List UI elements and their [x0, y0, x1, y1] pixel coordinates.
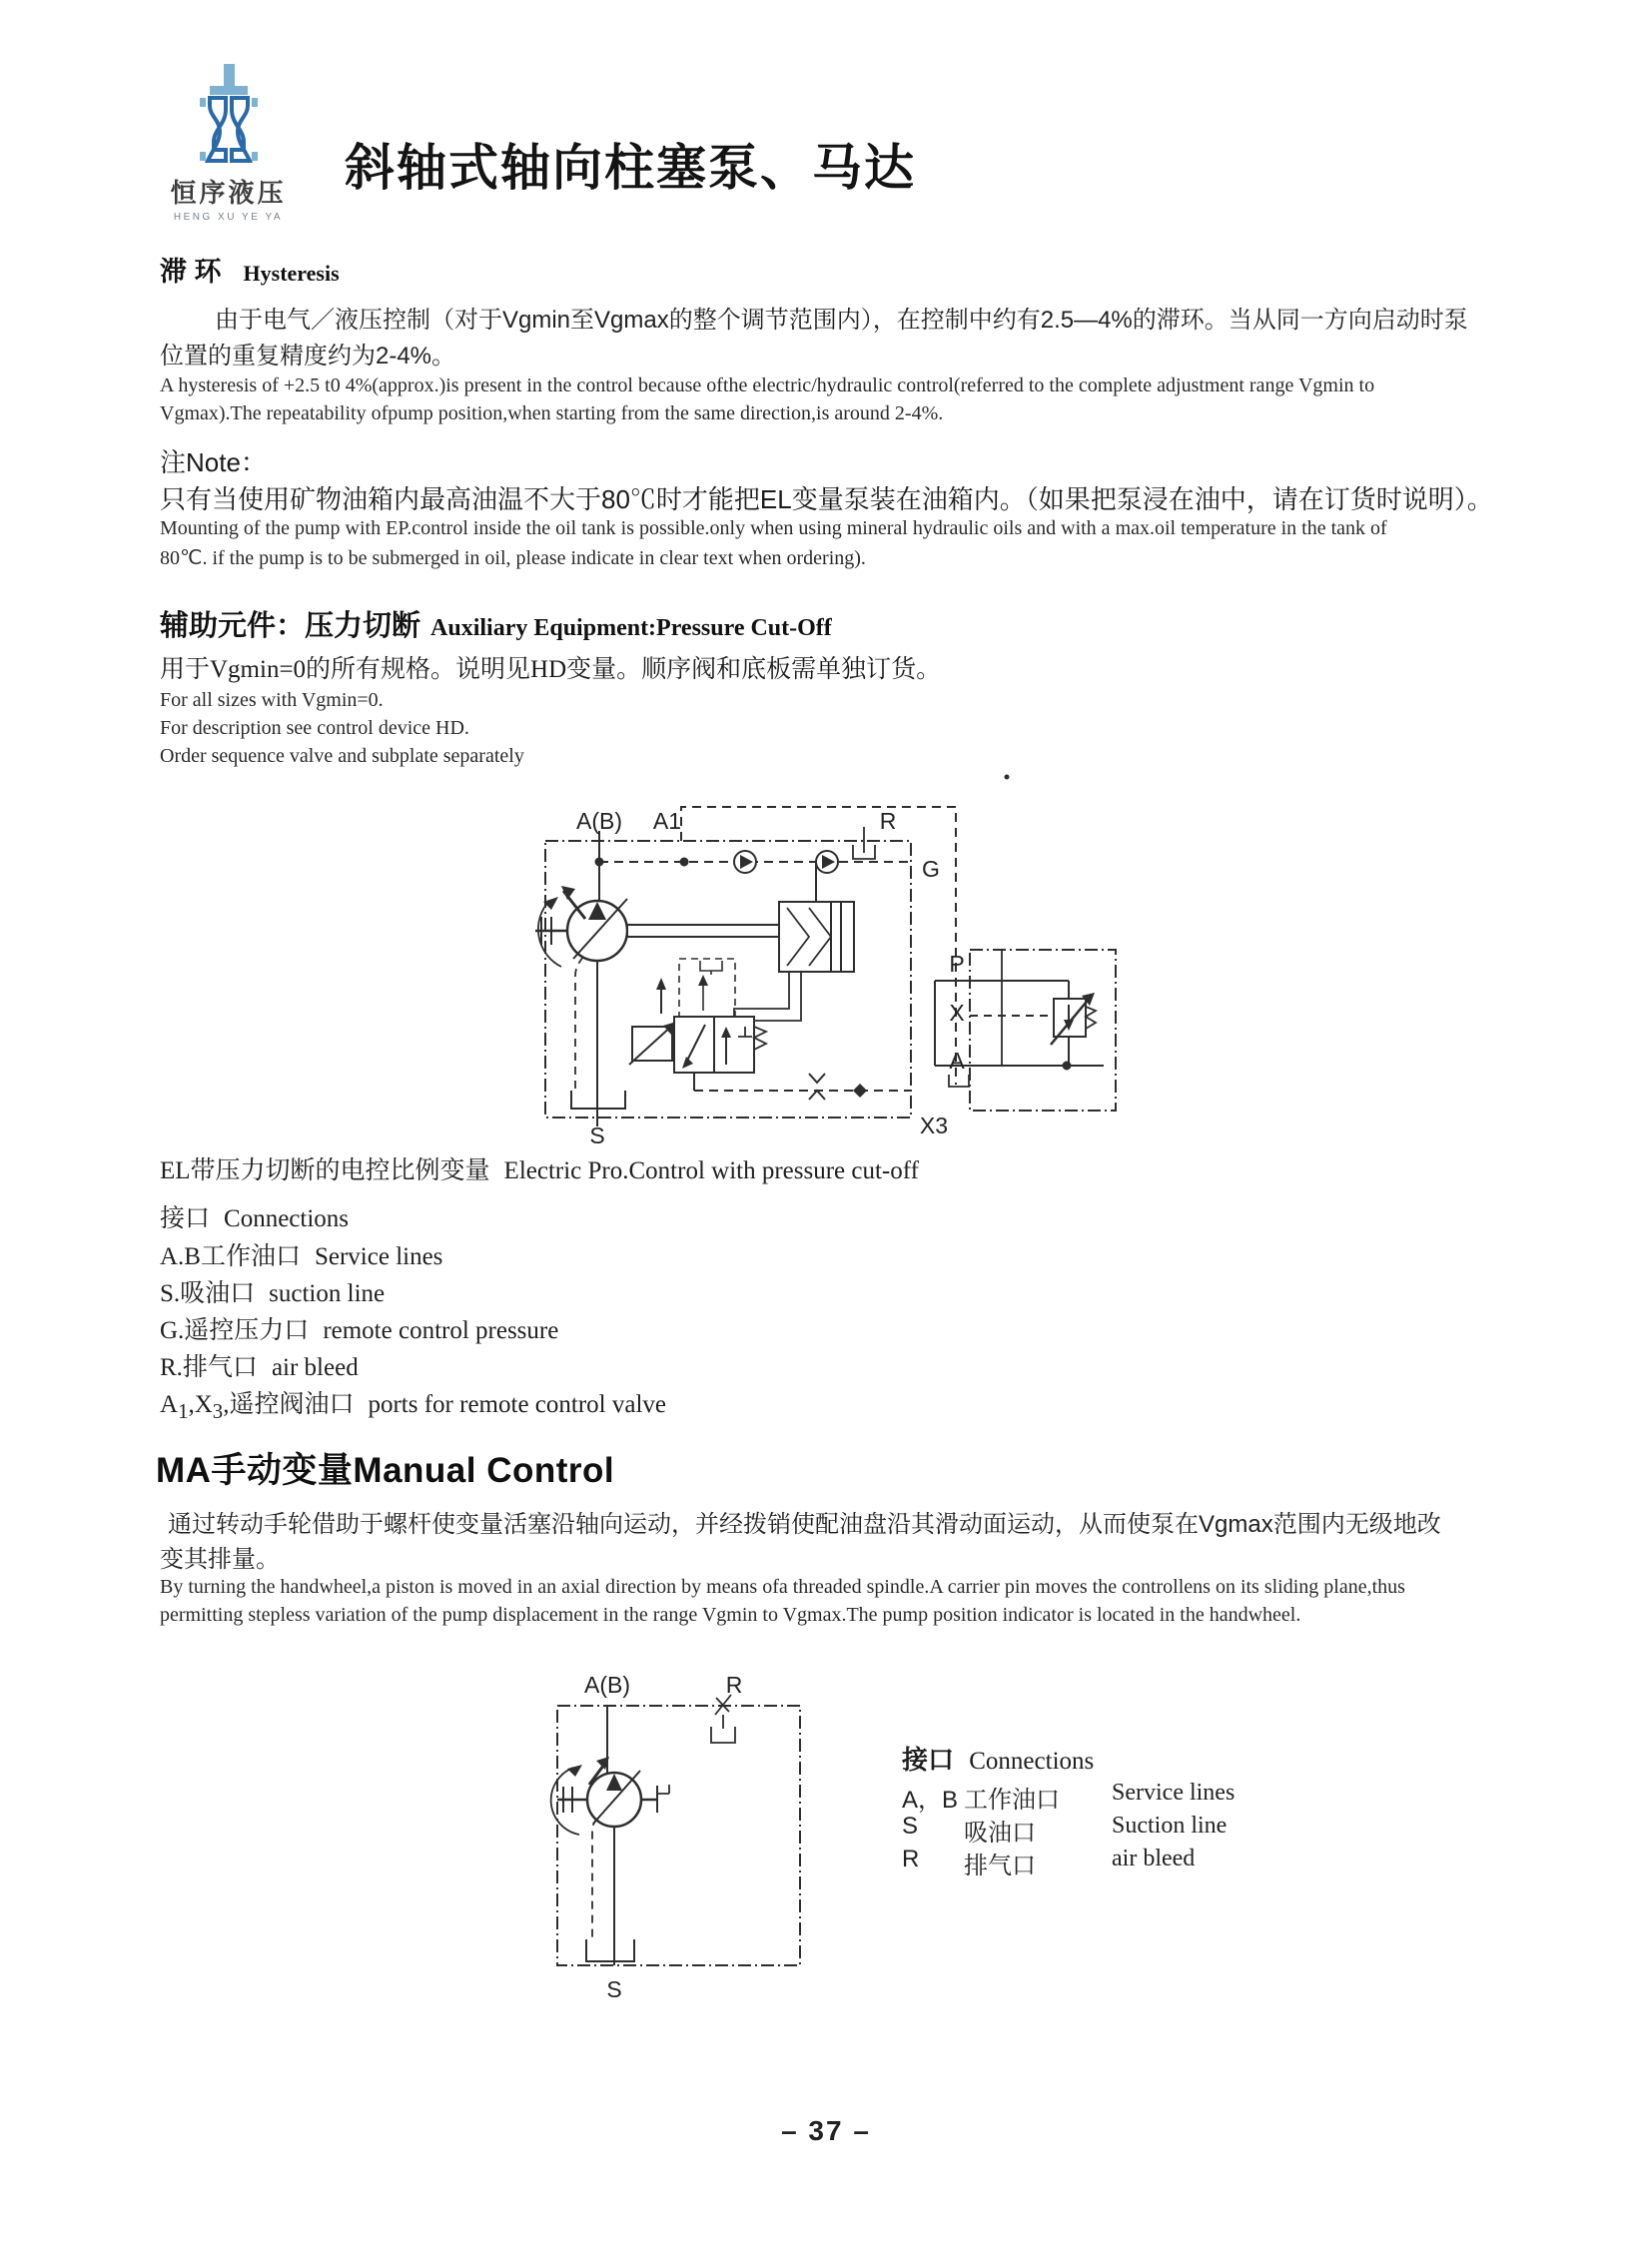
ma-connection-row	[902, 1846, 1195, 1880]
note-heading: 注Note：	[160, 447, 267, 477]
proportional-valve-icon	[629, 978, 766, 1073]
port-label-r: R	[725, 1672, 743, 1698]
page-number: – 37 –	[781, 2115, 871, 2146]
note-paragraph-en-line1: Mounting of the pump with EP.control inside the oil tank is possible.only when using mineral hydraulic oils and with a max.oil temperature in the tank of	[160, 517, 1387, 539]
port-label-s: S	[589, 1122, 605, 1148]
el-caption-en: Electric Pro.Control with pressure cut-off	[503, 1157, 919, 1184]
ma-connection-en: air bleed	[1112, 1846, 1196, 1871]
connection-item-zh: G.遥控压力口	[160, 1317, 310, 1344]
port-label-ab: A(B)	[576, 808, 622, 834]
ma-paragraph-zh-line2: 变其排量。	[160, 1546, 280, 1573]
variable-pump-icon	[535, 886, 627, 1089]
pilot-stage-icon	[679, 959, 735, 1017]
ma-connections-heading-zh: 接口	[902, 1745, 955, 1775]
port-label-g: G	[922, 856, 940, 882]
hysteresis-paragraph-en-line2: Vgmax).The repeatability ofpump position,when starting from the same direction,is around 2-4%.	[160, 402, 944, 424]
auxiliary-en-line1: For all sizes with Vgmin=0.	[160, 689, 384, 711]
ma-connection-en: Service lines	[1112, 1780, 1236, 1806]
subscript-3: 3	[212, 1399, 224, 1423]
connections-heading-en: Connections	[224, 1205, 350, 1232]
hysteresis-heading	[160, 250, 340, 289]
connection-item-en: air bleed	[271, 1354, 359, 1381]
tank-icon	[949, 1075, 969, 1087]
ma-connection-row	[902, 1780, 1235, 1815]
connection-item-a1x3	[160, 1384, 666, 1424]
connection-item-zh: A.B工作油口	[160, 1243, 301, 1270]
port-label-ab: A(B)	[584, 1672, 630, 1698]
connection-item-en: suction line	[269, 1280, 386, 1307]
el-caption	[160, 1150, 919, 1186]
connection-item	[160, 1236, 442, 1272]
connection-item-en: ports for remote control valve	[368, 1391, 666, 1418]
el-caption-zh: EL带压力切断的电控比例变量	[160, 1157, 490, 1184]
logo-chinese-name: 恒序液压	[170, 178, 287, 208]
ma-connection-zh: 工作油口	[964, 1787, 1060, 1814]
connection-item-en: remote control pressure	[323, 1317, 559, 1344]
connection-item	[160, 1310, 558, 1346]
el-circuit-diagram	[479, 769, 1179, 1148]
connection-item	[160, 1273, 385, 1309]
port-label-x: X	[949, 1000, 965, 1026]
ma-pump-boundary-box	[557, 1706, 800, 1965]
ma-connection-zh: 吸油口	[964, 1820, 1036, 1847]
subscript-1: 1	[178, 1399, 189, 1423]
connection-item-en: Service lines	[314, 1243, 443, 1270]
stroking-cylinder-icon	[779, 902, 854, 972]
brand-logo	[146, 58, 311, 223]
variable-pump-icon	[551, 1757, 669, 1940]
ma-section-heading: MA手动变量Manual Control	[156, 1451, 615, 1490]
port-label-s: S	[606, 1976, 622, 2002]
connection-item	[160, 1347, 359, 1383]
ma-connection-row	[902, 1813, 1227, 1848]
port-label-r: R	[879, 808, 897, 834]
ma-connection-en: Suction line	[1112, 1813, 1228, 1839]
auxiliary-en-line3: Order sequence valve and subplate separately	[160, 745, 524, 767]
ma-connection-port: A，B	[902, 1787, 959, 1814]
auxiliary-en-line2: For description see control device HD.	[160, 717, 469, 739]
logo-english-name: HENG XU YE YA	[173, 212, 284, 223]
connection-item-zh: R.排气口	[160, 1354, 258, 1381]
auxiliary-heading-en: Auxiliary Equipment:Pressure Cut-Off	[430, 615, 832, 641]
hysteresis-paragraph-en-line1: A hysteresis of +2.5 t0 4%(approx.)is present in the control because ofthe electric/hydraulic control(referred to the complete adjustment range Vgmin to	[160, 374, 1375, 396]
connections-heading	[160, 1198, 349, 1234]
page-title: 斜轴式轴向柱塞泵、马达	[345, 140, 916, 196]
hysteresis-paragraph-zh-line1: 由于电气／液压控制（对于Vgmin至Vgmax的整个调节范围内），在控制中约有2.5—4%的滞环。当从同一方向启动时泵	[215, 307, 1468, 334]
ma-connections-heading	[902, 1740, 1094, 1777]
ma-paragraph-zh-line1: 通过转动手轮借助于螺杆使变量活塞沿轴向运动，并经拨销使配油盘沿其滑动面运动，从而使泵在Vgmax范围内无级地改	[168, 1511, 1441, 1538]
port-label-x3: X3	[919, 1113, 949, 1138]
ma-paragraph-en-line1: By turning the handwheel,a piston is moved in an axial direction by means ofa threaded spindle.A carrier pin moves the controllens on its sliding plane,thus	[160, 1576, 1405, 1598]
connection-a1x3-part: ,遥控阀油口	[223, 1391, 355, 1418]
air-bleed-icon	[711, 1695, 735, 1743]
tank-icon	[586, 1939, 634, 1961]
connection-a1x3-part: ,X	[188, 1391, 213, 1418]
port-label-p: P	[949, 951, 965, 977]
ma-connection-port: R	[902, 1846, 920, 1872]
port-label-a1: A1	[652, 808, 682, 834]
air-bleed-icon	[853, 827, 875, 859]
pump-logo-icon	[146, 58, 311, 168]
auxiliary-heading-zh: 辅助元件：压力切断	[160, 610, 421, 642]
hysteresis-paragraph-zh-line2: 位置的重复精度约为2-4%。	[160, 343, 456, 370]
connections-heading-zh: 接口	[160, 1205, 211, 1232]
ma-connection-port: S	[902, 1813, 919, 1840]
ma-connection-zh: 排气口	[964, 1853, 1036, 1879]
ma-connections-heading-en: Connections	[969, 1748, 1095, 1775]
port-label-a: A	[949, 1048, 965, 1074]
connection-item-zh: S.吸油口	[160, 1280, 256, 1307]
note-paragraph-en-line2: 80℃. if the pump is to be submerged in oil, please indicate in clear text when ordering).	[160, 547, 866, 569]
ma-paragraph-en-line2: permitting stepless variation of the pump displacement in the range Vgmin to Vgmax.The pump position indicator is located in the handwheel.	[160, 1604, 1301, 1626]
note-paragraph-zh: 只有当使用矿物油箱内最高油温不大于80℃时才能把EL变量泵装在油箱内。（如果把泵浸在油中，请在订货时说明）。	[160, 484, 1493, 514]
hysteresis-heading-en: Hysteresis	[243, 261, 340, 286]
ma-circuit-diagram	[529, 1653, 829, 2012]
auxiliary-paragraph-zh: 用于Vgmin=0的所有规格。说明见HD变量。顺序阀和底板需单独订货。	[160, 656, 942, 683]
auxiliary-heading	[160, 603, 832, 644]
connection-a1x3-part: A	[160, 1391, 179, 1418]
hysteresis-heading-zh: 滞 环	[160, 257, 222, 287]
